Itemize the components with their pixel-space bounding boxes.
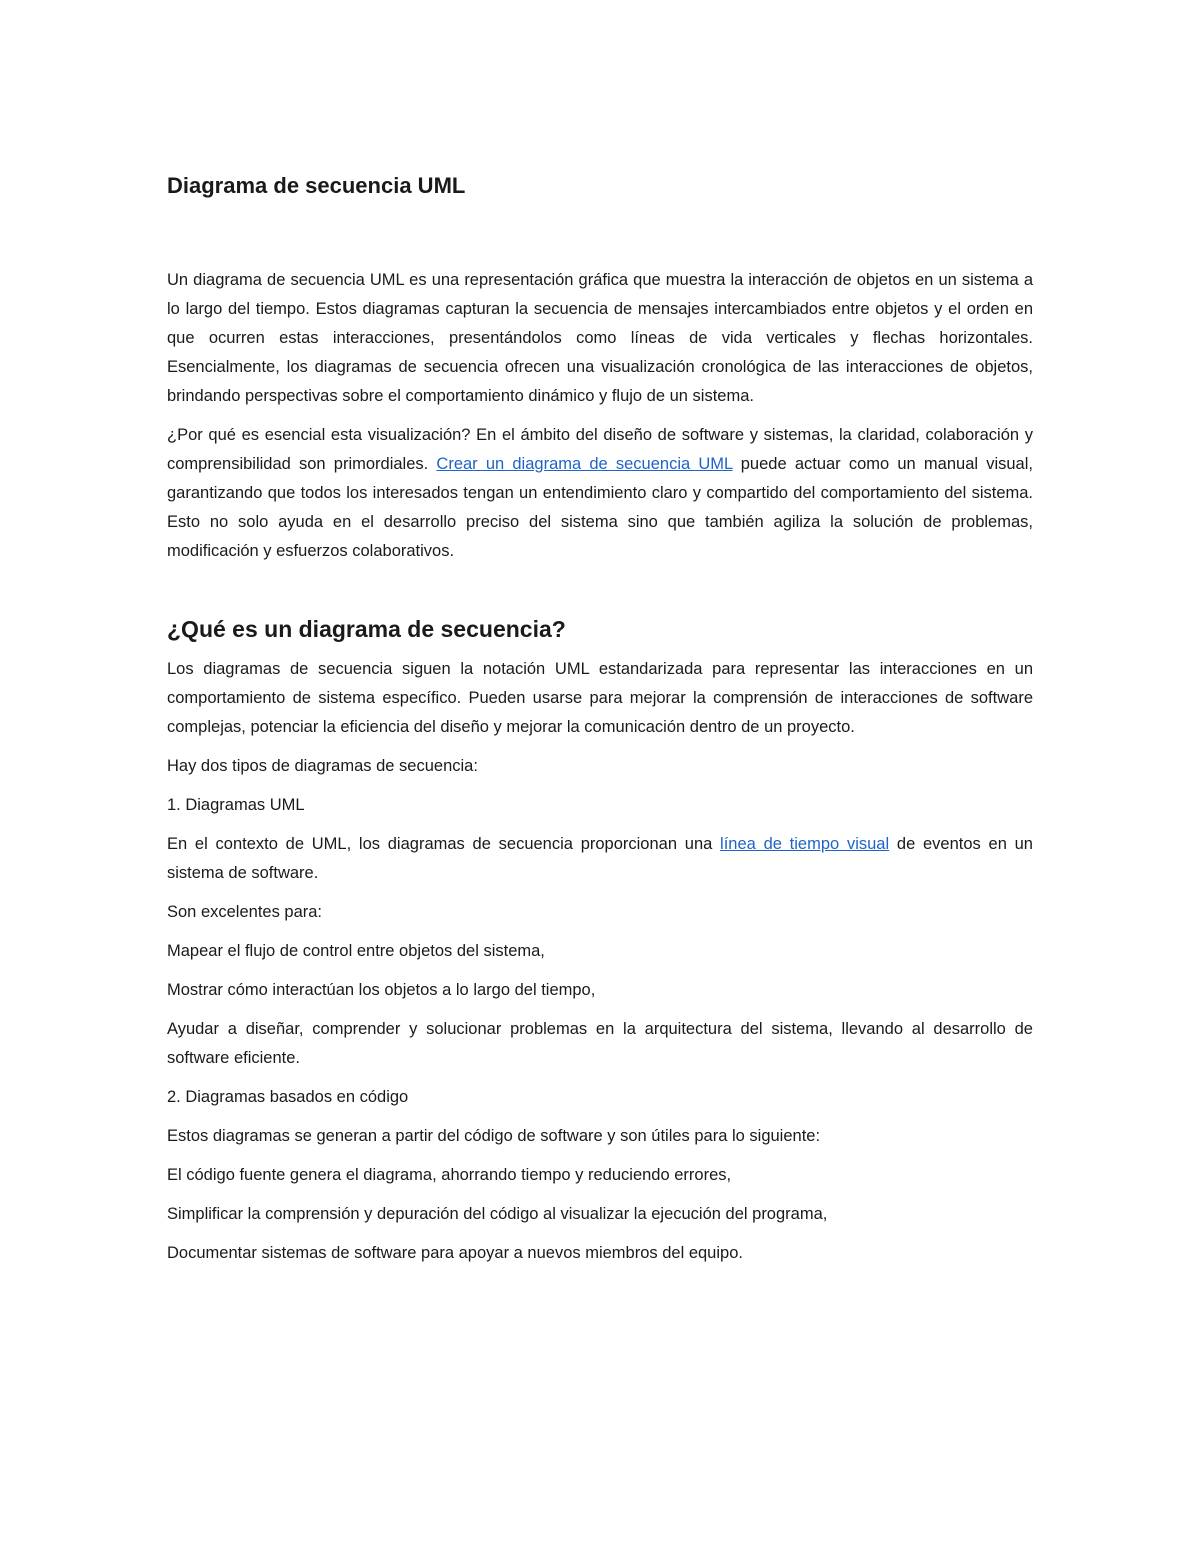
excellent-for-label: Son excelentes para: xyxy=(167,903,323,921)
section-heading-what-is: ¿Qué es un diagrama de secuencia? xyxy=(167,616,566,642)
code-use-item: Simplificar la comprensión y depuración del código al visualizar la ejecución del programa, xyxy=(167,1205,828,1223)
definition-paragraph: Los diagramas de secuencia siguen la notación UML estandarizada para representar las interacciones en un comportamiento de sistema específico. Pueden usarse para mejorar la comprensión de interacciones de software complejas, potenciar la eficiencia del diseño y mejorar la comunicación dentro de un proyecto. xyxy=(167,660,1033,736)
document-page xyxy=(167,172,1033,1278)
intro-paragraph: Un diagrama de secuencia UML es una representación gráfica que muestra la interacción de objetos en un sistema a lo largo del tiempo. Estos diagramas capturan la secuencia de mensajes intercambiados entre objetos y el orden en que ocurren estas interacciones, presentándolos como líneas de vida verticales y flechas horizontales. Esencialmente, los diagramas de secuencia ofrecen una visualización cronológica de las interacciones de objetos, brindando perspectivas sobre el comportamiento dinámico y flujo de un sistema. xyxy=(167,271,1033,405)
uml-use-item: Ayudar a diseñar, comprender y solucionar problemas en la arquitectura del sistema, llevando al desarrollo de software eficiente. xyxy=(167,1020,1033,1067)
why-text-before: ¿Por qué es esencial esta visualización? En el ámbito del diseño de software y sistemas, la claridad, colaboración y comprensibilidad son primordiales. xyxy=(167,426,1033,473)
uml-use-item: Mapear el flujo de control entre objetos del sistema, xyxy=(167,942,545,960)
type-1-heading: 1. Diagramas UML xyxy=(167,796,305,814)
type-2-heading: 2. Diagramas basados en código xyxy=(167,1088,409,1106)
types-intro: Hay dos tipos de diagramas de secuencia: xyxy=(167,757,478,775)
why-text-after: puede actuar como un manual visual, garantizando que todos los interesados tengan un entendimiento claro y compartido del comportamiento del sistema. Esto no solo ayuda en el desarrollo preciso del sistema sino que también agiliza la solución de problemas, modificación y esfuerzos colaborativos. xyxy=(167,455,1033,560)
code-use-item: El código fuente genera el diagrama, ahorrando tiempo y reduciendo errores, xyxy=(167,1166,732,1184)
create-sequence-diagram-link[interactable]: Crear un diagrama de secuencia UML xyxy=(436,455,733,473)
uml-context-after: de eventos en un sistema de software. xyxy=(167,835,1033,882)
visual-timeline-link[interactable]: línea de tiempo visual xyxy=(720,835,890,853)
type-2-intro: Estos diagramas se generan a partir del código de software y son útiles para lo siguiente: xyxy=(167,1127,821,1145)
uml-use-item: Mostrar cómo interactúan los objetos a lo largo del tiempo, xyxy=(167,981,596,999)
code-use-item: Documentar sistemas de software para apoyar a nuevos miembros del equipo. xyxy=(167,1244,743,1262)
document-title: Diagrama de secuencia UML xyxy=(167,173,466,198)
why-paragraph xyxy=(167,421,1033,566)
uml-context-before: En el contexto de UML, los diagramas de secuencia proporcionan una xyxy=(167,835,721,853)
uml-context-paragraph xyxy=(167,830,1033,888)
